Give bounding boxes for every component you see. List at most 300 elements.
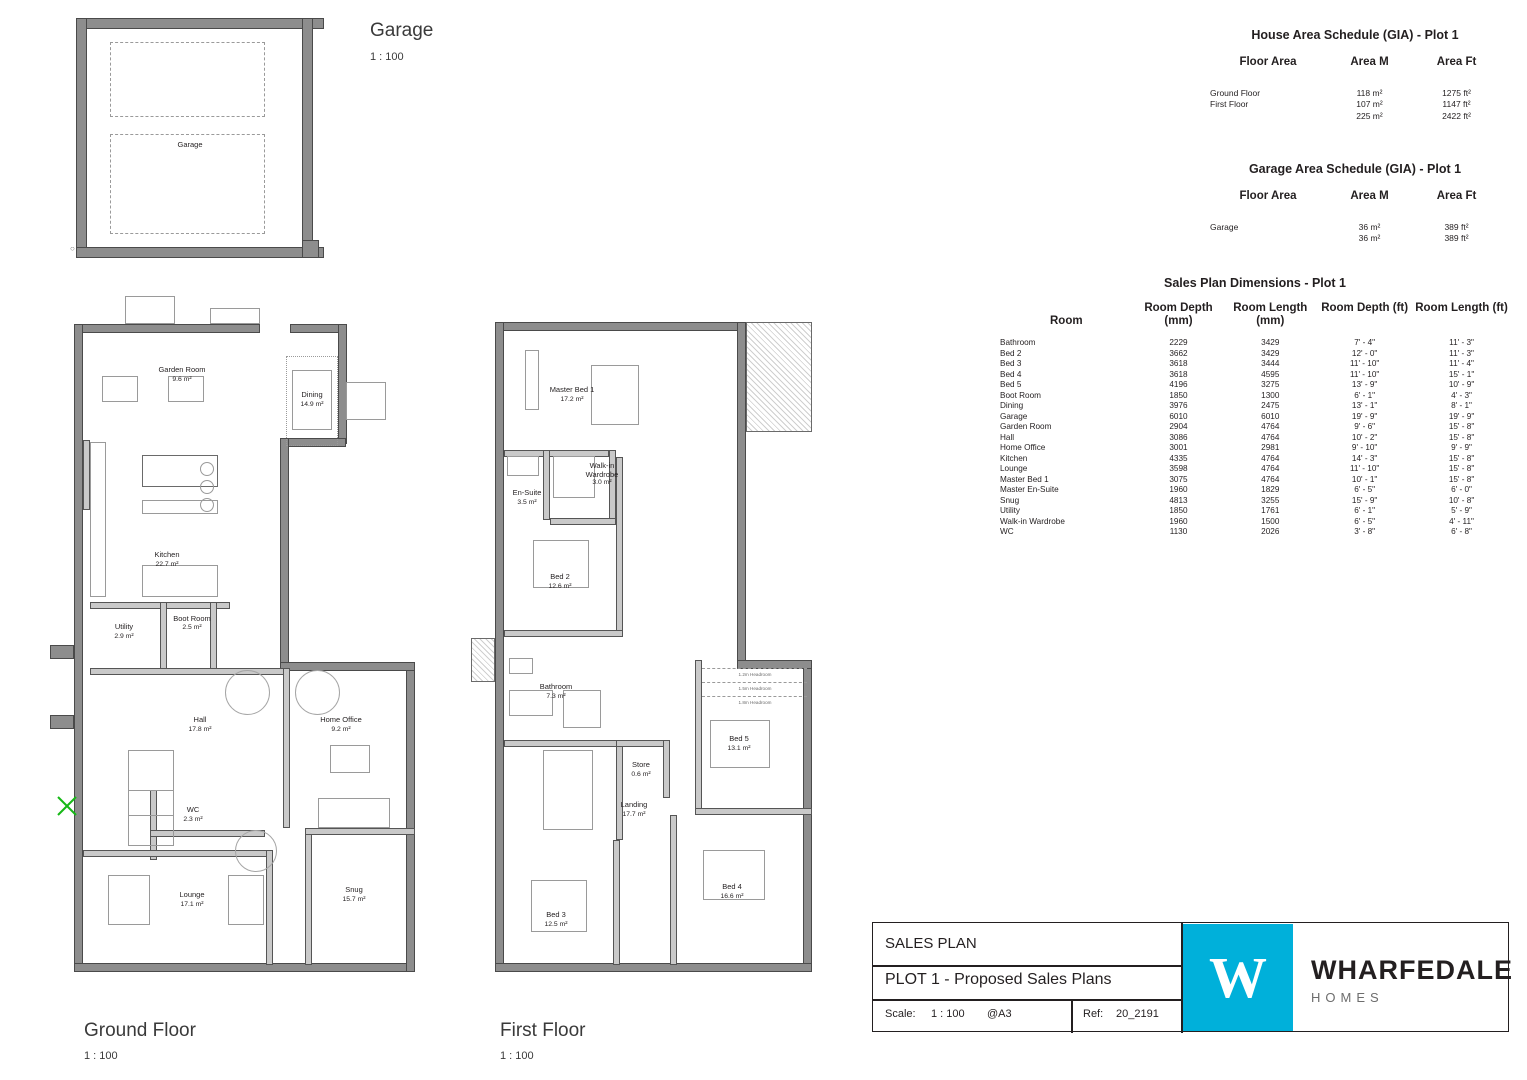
dim-r14c4: 6' - 0" xyxy=(1451,485,1472,494)
dim-r5c0: Boot Room xyxy=(1000,390,1041,400)
ff-label-bed5 xyxy=(710,734,768,753)
dim-r9c4: 15' - 8" xyxy=(1448,432,1475,442)
room-area: 12.6 m² xyxy=(548,582,572,590)
ff-wall-top xyxy=(495,322,745,331)
dim-r10c1: 3001 xyxy=(1169,443,1188,452)
title-block-scale-value: 1 : 100 xyxy=(931,1008,965,1020)
dim-r17c3: 6' - 5" xyxy=(1354,516,1376,526)
ff-label-bed4 xyxy=(703,882,761,901)
table-row xyxy=(1000,391,1510,402)
ff-roof-hatch-left xyxy=(471,638,495,682)
garage-room-label xyxy=(160,140,220,150)
garage-r1c1: 36 m² xyxy=(1358,233,1381,243)
first-floor-drawing xyxy=(465,290,855,990)
garage-tick-1: ○ xyxy=(70,244,75,253)
dim-r3c1: 3618 xyxy=(1169,369,1188,379)
table-row xyxy=(1000,370,1510,381)
house-area-schedule xyxy=(1210,28,1500,122)
title-block-divider-v2 xyxy=(1071,999,1073,1033)
table-row xyxy=(1210,88,1500,100)
room-area: 2.9 m² xyxy=(114,632,134,640)
ff-roof-hatch-right xyxy=(746,322,812,432)
gf-hob-1 xyxy=(200,462,214,476)
room-area: 14.9 m² xyxy=(300,400,324,408)
table-row xyxy=(1210,222,1500,234)
ff-headroom-line-2 xyxy=(702,682,807,683)
garage-r1c2: 389 ft² xyxy=(1444,233,1469,243)
ff-ensuite-bath xyxy=(507,456,539,476)
brand-logo-text xyxy=(1311,955,1513,1005)
table-row xyxy=(1000,401,1510,412)
table-row xyxy=(1000,517,1510,528)
ground-floor-scale-text: 1 : 100 xyxy=(84,1050,118,1062)
dimensions-title: Sales Plan Dimensions - Plot 1 xyxy=(1163,276,1346,290)
dim-r16c0: Utility xyxy=(1000,506,1021,515)
gf-snug-media xyxy=(318,798,390,828)
dim-r11c2: 4764 xyxy=(1261,453,1280,463)
room-area: 15.7 m² xyxy=(342,895,366,903)
room-area: 17.1 m² xyxy=(180,900,204,908)
dim-header-4: Room Length (ft) xyxy=(1415,302,1508,314)
dim-r7c4: 19' - 9" xyxy=(1448,411,1475,421)
room-area: 16.6 m² xyxy=(720,892,744,900)
title-block-line2: PLOT 1 - Proposed Sales Plans xyxy=(885,971,1112,988)
room-name: Home Office xyxy=(320,715,362,724)
ff-wall-right-upper xyxy=(737,322,746,662)
house-schedule-table xyxy=(1210,56,1500,122)
title-block-ref-value: 20_2191 xyxy=(1116,1008,1159,1020)
house-r0c2: 1275 ft² xyxy=(1442,87,1471,98)
dim-r6c0: Dining xyxy=(1000,401,1024,410)
first-floor-scale-text: 1 : 100 xyxy=(500,1050,534,1062)
ff-label-bed2 xyxy=(531,572,589,591)
dim-r2c2: 3444 xyxy=(1261,359,1280,368)
gf-label-hall xyxy=(170,715,230,734)
dim-r17c0: Walk-in Wardrobe xyxy=(1000,516,1065,526)
garage-room-name: Garage xyxy=(177,140,203,149)
gf-label-utility xyxy=(96,622,152,641)
gf-wall-kitchen-left xyxy=(83,440,90,510)
room-name: En-Suite xyxy=(512,488,542,497)
note-text: 1.2m Headroom xyxy=(738,672,772,677)
table-header-row xyxy=(1210,56,1500,70)
garage-wall-bottom xyxy=(76,247,324,258)
dim-header-2: Room Length (mm) xyxy=(1233,302,1308,327)
garage-wall-left xyxy=(76,18,87,258)
dim-r13c4: 15' - 8" xyxy=(1448,474,1475,484)
dim-r16c3: 6' - 1" xyxy=(1354,506,1376,515)
ground-floor-title-text: Ground Floor xyxy=(84,1020,196,1041)
room-name: Snug xyxy=(345,885,363,894)
gf-wall-snug-top xyxy=(305,828,415,835)
room-area: 13.1 m² xyxy=(727,744,751,752)
gf-wall-top-left xyxy=(74,324,260,333)
gf-stair-second xyxy=(128,790,174,846)
title-block xyxy=(872,922,1513,1032)
dim-r7c3: 19' - 9" xyxy=(1351,411,1378,421)
ff-wall-bed3-right xyxy=(613,840,620,965)
dim-r6c4: 8' - 1" xyxy=(1451,401,1472,410)
table-row xyxy=(1000,464,1510,475)
gf-hob-3 xyxy=(200,498,214,512)
table-row xyxy=(1000,422,1510,433)
gf-label-boot-room xyxy=(168,615,216,632)
gf-sofa-garden-1 xyxy=(102,376,138,402)
garage-schedule-table xyxy=(1210,190,1500,245)
ground-floor-title xyxy=(84,1020,196,1062)
dim-r4c0: Bed 5 xyxy=(1000,380,1022,389)
dim-r7c0: Garage xyxy=(1000,411,1028,421)
dim-r12c1: 3598 xyxy=(1169,464,1188,473)
table-row xyxy=(1000,454,1510,465)
gf-porch-left xyxy=(50,645,74,659)
ff-wall-wardrobe-h xyxy=(550,518,616,525)
dim-r10c0: Home Office xyxy=(1000,443,1046,452)
title-block-scale-label: Scale: xyxy=(885,1008,916,1020)
room-area: 9.2 m² xyxy=(331,725,351,733)
garage-bay-1 xyxy=(110,42,265,117)
garage-header-0: Floor Area xyxy=(1239,190,1297,202)
gf-wall-mid-v xyxy=(280,438,289,668)
ff-bathroom-sink xyxy=(509,658,533,674)
dim-r8c1: 2904 xyxy=(1169,422,1188,431)
ff-wall-bed4-left xyxy=(670,815,677,965)
dim-r18c3: 3' - 8" xyxy=(1354,527,1376,536)
house-r2c2: 2422 ft² xyxy=(1442,110,1471,121)
dim-r8c4: 15' - 8" xyxy=(1448,422,1475,431)
gf-porch-left-2 xyxy=(50,715,74,729)
dim-r16c4: 5' - 9" xyxy=(1451,506,1472,515)
house-r2c0 xyxy=(1210,111,1326,123)
gf-label-snug xyxy=(322,885,386,904)
dim-r10c4: 9' - 9" xyxy=(1451,443,1472,452)
dim-header-0: Room xyxy=(1050,315,1083,327)
table-row xyxy=(1000,443,1510,454)
table-header-row xyxy=(1000,302,1510,338)
dim-r9c3: 10' - 2" xyxy=(1351,432,1378,442)
dim-r17c4: 4' - 11" xyxy=(1449,516,1474,526)
dim-r11c3: 14' - 3" xyxy=(1351,453,1378,463)
ff-wall-landing-v xyxy=(616,740,623,840)
dim-r5c2: 1300 xyxy=(1261,390,1280,400)
ff-wall-bed5-left xyxy=(695,660,702,815)
garage-r0c1: 36 m² xyxy=(1358,221,1381,232)
dim-r0c0: Bathroom xyxy=(1000,338,1036,347)
dim-r1c0: Bed 2 xyxy=(1000,348,1022,358)
dim-r17c1: 1960 xyxy=(1169,516,1188,526)
ff-label-bed3 xyxy=(527,910,585,929)
dim-r4c4: 10' - 9" xyxy=(1448,380,1475,389)
dim-r9c2: 4764 xyxy=(1261,432,1280,442)
table-row xyxy=(1210,99,1500,111)
dim-r18c1: 1130 xyxy=(1169,527,1188,536)
dim-r7c2: 6010 xyxy=(1261,411,1280,421)
dim-r13c2: 4764 xyxy=(1261,474,1280,484)
ff-wall-left xyxy=(495,322,504,972)
garage-scale-text: 1 : 100 xyxy=(370,51,404,63)
table-row xyxy=(1000,359,1510,370)
dim-r1c2: 3429 xyxy=(1261,348,1280,358)
dim-r8c3: 9' - 6" xyxy=(1354,422,1376,431)
house-r0c1: 118 m² xyxy=(1356,87,1383,98)
gf-lounge-sofa-2 xyxy=(228,875,264,925)
dim-r15c0: Snug xyxy=(1000,495,1020,505)
gf-lounge-sofa-1 xyxy=(108,875,150,925)
room-area: 9.6 m² xyxy=(172,375,192,383)
dim-r0c3: 7' - 4" xyxy=(1354,338,1376,347)
garage-r0c2: 389 ft² xyxy=(1444,221,1469,232)
gf-label-lounge xyxy=(160,890,224,909)
gf-wall-hall-right xyxy=(283,668,290,828)
dim-r5c3: 6' - 1" xyxy=(1354,390,1376,400)
house-header-0: Floor Area xyxy=(1239,56,1297,68)
dim-r0c2: 3429 xyxy=(1261,338,1280,347)
ff-wall-bottom xyxy=(495,963,812,972)
dim-r2c4: 11' - 4" xyxy=(1449,359,1474,368)
gf-wall-left xyxy=(74,324,83,972)
title-block-line1: SALES PLAN xyxy=(885,935,977,952)
dim-header-1: Room Depth (mm) xyxy=(1144,302,1213,327)
dimensions-table xyxy=(1000,302,1510,538)
room-name: Master Bed 1 xyxy=(549,385,595,394)
dim-r3c3: 11' - 10" xyxy=(1349,369,1380,379)
brand-logo-mark xyxy=(1183,924,1293,1031)
room-name: Garden Room xyxy=(158,365,206,374)
ff-wall-store xyxy=(616,740,670,747)
dim-r10c2: 2981 xyxy=(1261,443,1280,452)
dim-r2c0: Bed 3 xyxy=(1000,359,1022,368)
gf-wall-right xyxy=(406,670,415,972)
ff-headroom-line-3 xyxy=(702,696,807,697)
ff-label-store xyxy=(617,760,665,779)
title-block-paper: @A3 xyxy=(987,1008,1012,1020)
gf-bay-right xyxy=(346,382,386,420)
dim-r3c4: 15' - 1" xyxy=(1448,369,1475,379)
dim-r9c0: Hall xyxy=(1000,432,1015,442)
house-header-1: Area M xyxy=(1350,56,1389,68)
garage-schedule-title: Garage Area Schedule (GIA) - Plot 1 xyxy=(1248,162,1462,176)
room-area: 12.5 m² xyxy=(544,920,568,928)
garage-r1c0 xyxy=(1210,233,1326,245)
dim-r11c1: 4335 xyxy=(1169,453,1188,463)
dim-r12c3: 11' - 10" xyxy=(1349,464,1380,473)
ground-floor-drawing xyxy=(50,290,440,990)
dim-r12c4: 15' - 8" xyxy=(1448,464,1475,473)
gf-window-top-1 xyxy=(125,296,175,324)
dim-r4c1: 4196 xyxy=(1169,380,1188,389)
ff-note-headroom-3 xyxy=(710,698,800,708)
gf-label-dining xyxy=(282,390,342,409)
house-r1c1: 107 m² xyxy=(1356,99,1383,109)
garage-wall-top xyxy=(76,18,324,29)
dim-r11c0: Kitchen xyxy=(1000,453,1028,463)
garage-drawing xyxy=(70,14,330,264)
gf-door-arc-3 xyxy=(235,830,277,872)
gf-label-garden-room xyxy=(142,365,222,384)
room-name: Walk-in Wardrobe xyxy=(585,461,619,479)
dim-r18c2: 2026 xyxy=(1261,527,1280,536)
table-row xyxy=(1000,527,1510,538)
title-block-divider-h2 xyxy=(873,999,1181,1001)
ff-note-headroom-2 xyxy=(710,684,800,694)
room-area: 2.3 m² xyxy=(183,815,203,823)
ff-label-master-bed xyxy=(527,385,617,404)
dim-r15c2: 3255 xyxy=(1261,495,1280,505)
room-name: Kitchen xyxy=(154,550,180,559)
room-area: 17.2 m² xyxy=(560,395,584,403)
house-r1c0: First Floor xyxy=(1210,99,1249,109)
dimensions-schedule xyxy=(1000,276,1510,538)
dim-r12c2: 4764 xyxy=(1261,464,1280,473)
dim-r9c1: 3086 xyxy=(1169,432,1188,442)
room-name: Bed 3 xyxy=(546,910,566,919)
garage-pier xyxy=(302,240,319,258)
table-row xyxy=(1000,380,1510,391)
dim-r0c4: 11' - 3" xyxy=(1449,338,1474,347)
garage-area-schedule xyxy=(1210,162,1500,245)
dim-r0c1: 2229 xyxy=(1169,338,1188,347)
brand-name: WHARFEDALE xyxy=(1311,955,1513,985)
dim-r12c0: Lounge xyxy=(1000,464,1028,473)
table-row xyxy=(1210,70,1500,88)
dim-r14c2: 1829 xyxy=(1261,485,1280,494)
dim-r8c2: 4764 xyxy=(1261,422,1280,431)
gf-label-kitchen xyxy=(132,550,202,569)
room-name: Dining xyxy=(301,390,323,399)
note-text: 1.5m Headroom xyxy=(738,686,772,691)
gf-pantry xyxy=(142,565,218,597)
dim-r6c2: 2475 xyxy=(1261,401,1280,410)
dim-r1c4: 11' - 3" xyxy=(1449,348,1474,358)
ff-label-landing xyxy=(603,800,665,819)
dim-r18c4: 6' - 8" xyxy=(1451,527,1472,536)
house-schedule-title: House Area Schedule (GIA) - Plot 1 xyxy=(1251,28,1459,42)
brand-logo-letter: W xyxy=(1209,944,1267,1010)
room-name: Lounge xyxy=(179,890,205,899)
garage-title xyxy=(370,20,433,63)
room-area: 2.5 m² xyxy=(182,623,202,631)
dim-r14c3: 6' - 5" xyxy=(1354,485,1376,494)
dim-r15c3: 15' - 9" xyxy=(1351,495,1378,505)
room-name: Bed 2 xyxy=(550,572,570,581)
table-row-total xyxy=(1210,233,1500,245)
garage-header-1: Area M xyxy=(1350,190,1389,202)
room-name: Store xyxy=(632,760,650,769)
dim-r15c1: 4813 xyxy=(1169,495,1188,505)
gf-hob-2 xyxy=(200,480,214,494)
dim-r4c2: 3275 xyxy=(1261,380,1280,389)
dim-r15c4: 10' - 8" xyxy=(1448,495,1475,505)
table-row xyxy=(1000,412,1510,423)
dim-r7c1: 6010 xyxy=(1169,411,1188,421)
ff-label-wardrobe xyxy=(573,462,631,488)
title-block-ref-label: Ref: xyxy=(1083,1008,1104,1020)
dim-r3c0: Bed 4 xyxy=(1000,369,1022,379)
house-r2c1: 225 m² xyxy=(1356,110,1383,121)
title-block-divider-h1 xyxy=(873,965,1181,967)
room-area: 17.8 m² xyxy=(188,725,212,733)
room-name: Utility xyxy=(114,622,134,631)
origin-marker-icon xyxy=(56,795,78,817)
dim-r5c1: 1850 xyxy=(1169,390,1188,400)
room-area: 3.0 m² xyxy=(592,479,612,486)
table-row xyxy=(1000,496,1510,507)
dim-r13c3: 10' - 1" xyxy=(1351,474,1378,484)
room-area: 3.5 m² xyxy=(517,498,537,506)
garage-header-2: Area Ft xyxy=(1436,190,1477,202)
dim-r13c0: Master Bed 1 xyxy=(1000,474,1049,484)
gf-label-wc xyxy=(170,805,216,824)
ff-wall-bed5-bottom xyxy=(695,808,812,815)
room-name: WC xyxy=(186,805,200,814)
dim-r17c2: 1500 xyxy=(1261,516,1280,526)
dim-r16c1: 1850 xyxy=(1169,506,1188,515)
room-name: Boot Room xyxy=(173,614,211,623)
gf-door-arc-2 xyxy=(295,670,340,715)
gf-office-sofa xyxy=(330,745,370,773)
dim-r18c0: WC xyxy=(1000,527,1014,536)
gf-kitchen-counter xyxy=(90,442,106,597)
room-area: 0.6 m² xyxy=(631,770,651,778)
dim-r5c4: 4' - 3" xyxy=(1451,390,1472,400)
ff-headroom-line-1 xyxy=(702,668,807,669)
ff-label-bathroom xyxy=(525,682,587,701)
house-r1c2: 1147 ft² xyxy=(1442,99,1471,109)
room-name: Landing xyxy=(620,800,648,809)
room-area: 22.7 m² xyxy=(155,560,179,568)
house-header-2: Area Ft xyxy=(1436,56,1477,68)
dim-r14c0: Master En-Suite xyxy=(1000,485,1059,494)
table-row xyxy=(1000,485,1510,496)
table-row xyxy=(1210,204,1500,222)
dim-r13c1: 3075 xyxy=(1169,474,1188,484)
ff-wall-right xyxy=(803,660,812,972)
room-area: 7.3 m² xyxy=(546,692,566,700)
note-text: 1.8m Headroom xyxy=(738,700,772,705)
room-name: Bed 4 xyxy=(722,882,742,891)
first-floor-title-text: First Floor xyxy=(500,1020,586,1041)
dim-r14c1: 1960 xyxy=(1169,485,1188,494)
dim-r11c4: 15' - 8" xyxy=(1448,453,1475,463)
dim-r6c3: 13' - 1" xyxy=(1351,401,1378,410)
table-row xyxy=(1000,433,1510,444)
dim-r10c3: 9' - 10" xyxy=(1351,443,1378,452)
dim-r1c3: 12' - 0" xyxy=(1351,348,1378,358)
brand-subname: HOMES xyxy=(1311,990,1384,1005)
ff-label-ensuite xyxy=(501,488,553,507)
room-name: Bathroom xyxy=(539,682,573,691)
ff-wall-ensuite-v xyxy=(543,450,550,520)
garage-wall-right xyxy=(302,18,313,258)
gf-wall-bottom xyxy=(74,963,415,972)
gf-door-arc-1 xyxy=(225,670,270,715)
table-row xyxy=(1000,349,1510,360)
dim-r8c0: Garden Room xyxy=(1000,422,1052,431)
table-header-row xyxy=(1210,190,1500,204)
dim-r6c1: 3976 xyxy=(1169,401,1188,410)
garage-title-text: Garage xyxy=(370,20,434,41)
dim-r2c1: 3618 xyxy=(1169,359,1188,368)
room-area: 17.7 m² xyxy=(622,810,646,818)
first-floor-title xyxy=(500,1020,586,1062)
gf-wall-snug-left xyxy=(305,830,312,965)
dim-r2c3: 11' - 10" xyxy=(1349,359,1380,368)
ff-stairs xyxy=(543,750,593,830)
gf-window-top-2 xyxy=(210,308,260,324)
table-row-total xyxy=(1210,111,1500,123)
table-row xyxy=(1000,506,1510,517)
ff-wall-bath-bottom xyxy=(504,740,623,747)
